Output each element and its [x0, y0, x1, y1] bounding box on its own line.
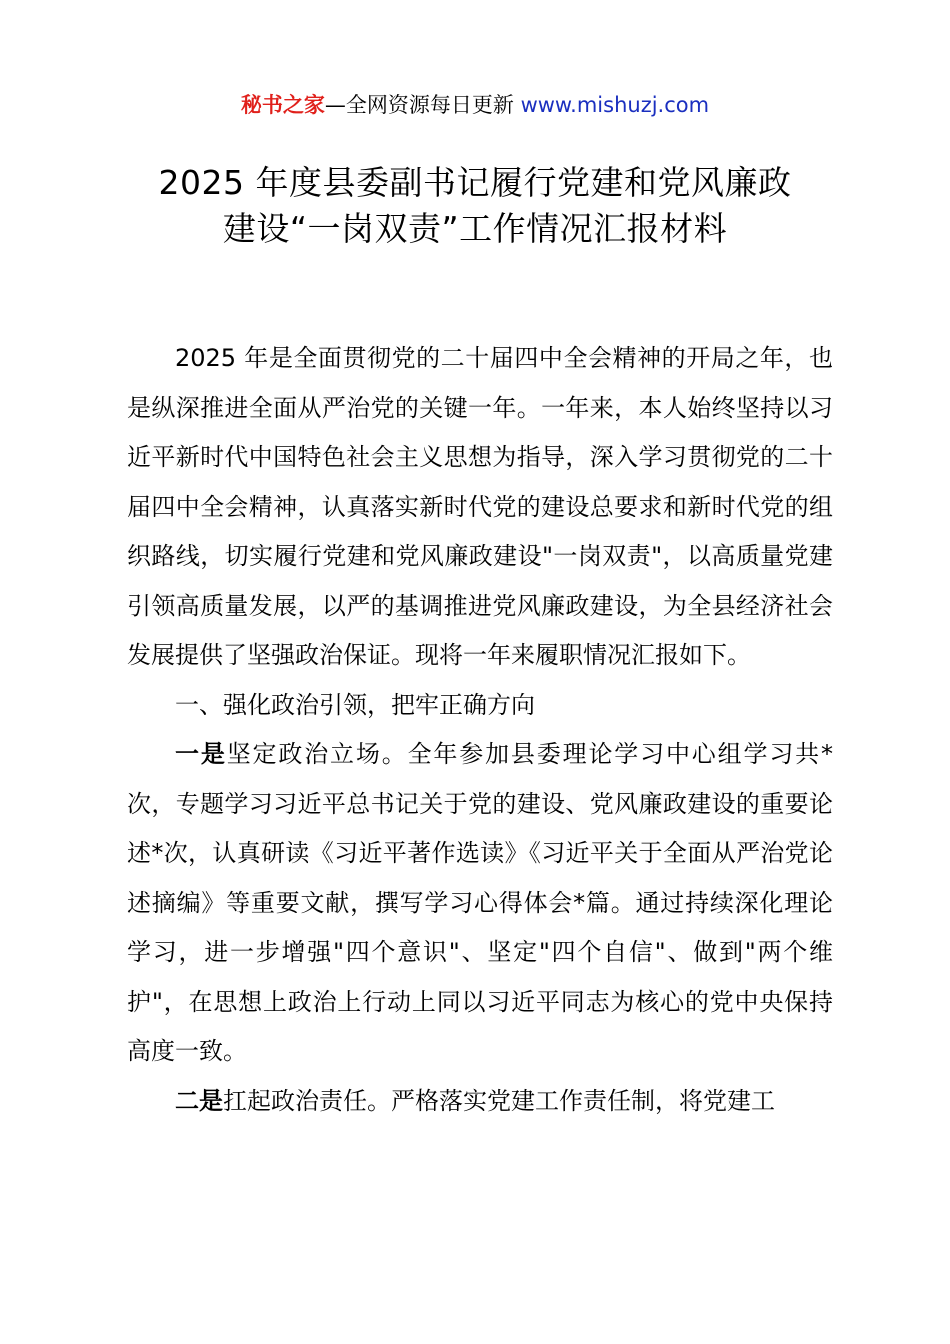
- site-url-link[interactable]: www.mishuzj.com: [520, 93, 710, 117]
- section-1-heading: 一、强化政治引领，把牢正确方向: [175, 690, 535, 719]
- intro-paragraph: 2025 年是全面贯彻党的二十届四中全会精神的开局之年，也是纵深推进全面从严治党的关键一年。一年来，本人始终坚持以习近平新时代中国特色社会主义思想为指导，深入学习贯彻党的二十届四中全会精神，认真落实新时代党的建设总要求和新时代党的组织路线，切实履行党建和党风廉政建设"一岗双责"，以高质量党建引领高质量发展，以严的基调推进党风廉政建设，为全县经济社会发展提供了坚强政治保证。现将一年来履职情况汇报如下。: [127, 344, 833, 669]
- document-body: [127, 334, 833, 1126]
- paragraph-point-2: [127, 1077, 833, 1127]
- point-1-text: 坚定政治立场。全年参加县委理论学习中心组学习共*次，专题学习习近平总书记关于党的建设、党风廉政建设的重要论述*次，认真研读《习近平著作选读》《习近平关于全面从严治党论述摘编》等重要文献，撰写学习心得体会*篇。通过持续深化理论学习，进一步增强"四个意识"、坚定"四个自信"、做到"两个维护"，在思想上政治上行动上同以习近平同志为核心的党中央保持高度一致。: [127, 740, 834, 1065]
- point-2-text: 扛起政治责任。严格落实党建工作责任制，将党建工: [223, 1086, 775, 1115]
- document-title-line-2: 建设“一岗双责”工作情况汇报材料: [222, 209, 728, 248]
- document-title: [100, 160, 850, 252]
- document-title-line-1: 2025 年度县委副书记履行党建和党风廉政: [158, 163, 792, 202]
- point-2-lead: 二是: [175, 1086, 223, 1115]
- site-brand: 秘书之家: [240, 93, 325, 117]
- paragraph-point-1: [127, 730, 833, 1077]
- point-1-lead: 一是: [175, 740, 227, 768]
- site-header-banner: [0, 88, 950, 122]
- site-tagline: —全网资源每日更新: [324, 93, 521, 117]
